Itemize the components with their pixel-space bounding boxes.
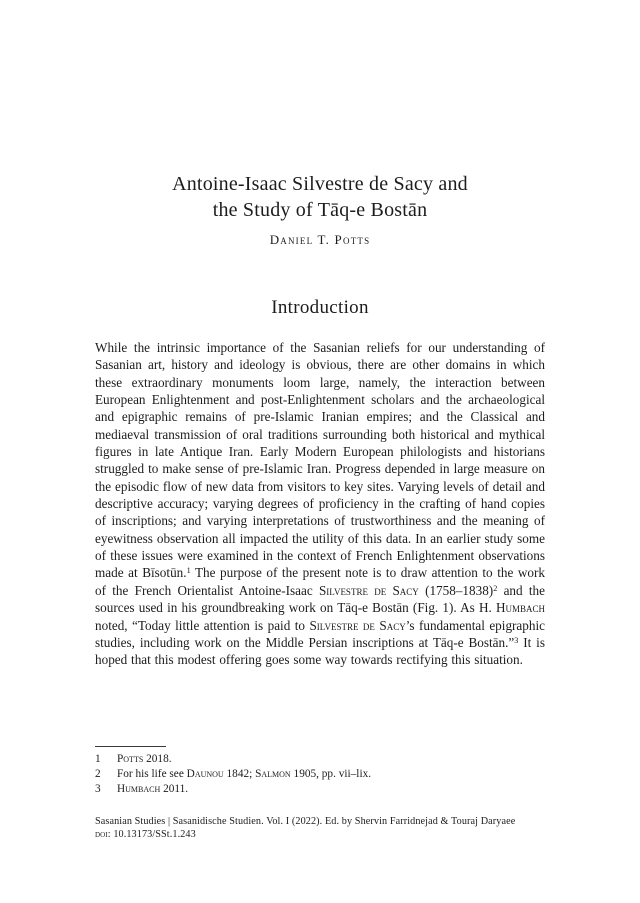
footnotes-block	[95, 752, 545, 796]
smallcaps-name-salmon: Salmon	[255, 767, 291, 780]
section-heading-introduction: Introduction	[271, 297, 369, 318]
doi-value: : 10.13173/SSt.1.243	[107, 829, 196, 840]
footnote-number: 2	[95, 767, 101, 780]
footnote-text	[117, 767, 545, 782]
footnote-text	[117, 752, 545, 767]
article-title-line-2: the Study of Tāq-e Bostān	[212, 199, 428, 221]
footnote-text-segment: 2018.	[143, 753, 172, 765]
article-title-line-1: Antoine-Isaac Silvestre de Sacy and	[172, 173, 468, 195]
body-text-segment: noted, “Today little attention is paid to	[95, 617, 310, 633]
smallcaps-name-potts: Potts	[117, 753, 144, 765]
footnote-number: 3	[95, 782, 101, 795]
body-text-segment: While the intrinsic importance of the Sasanian reliefs for our understanding of Sasanian art, history and ideology is obvious, there are other domains in which these extraordinary monuments loom large, namely, the interaction between European Enlightenment and post-Enlightenment scholars and the archaeological and epigraphic remains of pre-Islamic Iranian empires; and the Classical and mediaeval transmission of oral traditions surrounding both historical and mythical figures in late Antique Iran. Early Modern European philologists and historians struggled to make sense of pre-Islamic Iran. Progress depended in large measure on the episodic flow of new data from visitors to key sites. Varying levels of detail and descriptive accuracy; varying degrees of proficiency in the crafting of hand copies of inscriptions; and varying interpretations of trustworthiness and the meaning of eyewitness observation all impacted the utility of this data. In an earlier study some of these issues were examined in the context of French Enlightenment observations made at Bīsotūn.	[95, 340, 545, 581]
journal-footer	[95, 815, 565, 841]
body-text-segment: and the sources used in his groundbreaking work on Tāq-e Bostān (Fig. 1). As H.	[95, 582, 545, 616]
footnote-text	[117, 782, 545, 797]
footnote-marker-3: 3	[514, 635, 519, 645]
footnote-text-segment: 1842;	[223, 767, 256, 780]
footnote-item-3	[95, 782, 545, 797]
footnote-item-1	[95, 752, 545, 767]
footnote-text-segment: For his life see	[117, 767, 187, 780]
footnote-separator-rule	[95, 746, 166, 747]
footnote-marker-2: 2	[493, 583, 498, 593]
footnote-text-segment: 2011.	[160, 782, 189, 795]
footnote-text-segment: 1905, pp. vii–lix.	[290, 767, 372, 780]
body-text-segment: It is hoped that this modest offering goes some way towards rectifying this situation.	[95, 634, 545, 668]
footnote-number: 1	[95, 753, 101, 765]
smallcaps-name-humbach: Humbach	[495, 600, 545, 616]
footnote-marker-1: 1	[186, 566, 191, 576]
body-text-segment: (1758–1838)	[418, 582, 494, 598]
smallcaps-name-humbach: Humbach	[117, 782, 161, 795]
journal-citation-line: Sasanian Studies | Sasanidische Studien. Vol. I (2022). Ed. by Shervin Farridnejad & Touraj Daryaee	[95, 816, 516, 827]
smallcaps-name-daunou: Daunou	[186, 767, 224, 780]
smallcaps-name-silvestre-de-sacy: Silvestre de Sacy	[318, 582, 419, 598]
body-text-segment: ’s fundamental epigraphic studies, including work on the Middle Persian inscriptions at Tāq-e Bostān.”	[95, 617, 545, 650]
footnote-item-2	[95, 767, 545, 782]
doi-label: doi	[95, 829, 108, 840]
doi-line	[95, 828, 565, 841]
body-text-segment: The purpose of the present note is to draw attention to the work of the French Orientalist Antoine-Isaac	[95, 565, 545, 598]
body-paragraph	[95, 339, 545, 669]
smallcaps-name-silvestre-de-sacy: Silvestre de Sacy	[309, 617, 406, 633]
article-author: Daniel T. Potts	[269, 232, 371, 247]
article-title	[0, 171, 640, 223]
